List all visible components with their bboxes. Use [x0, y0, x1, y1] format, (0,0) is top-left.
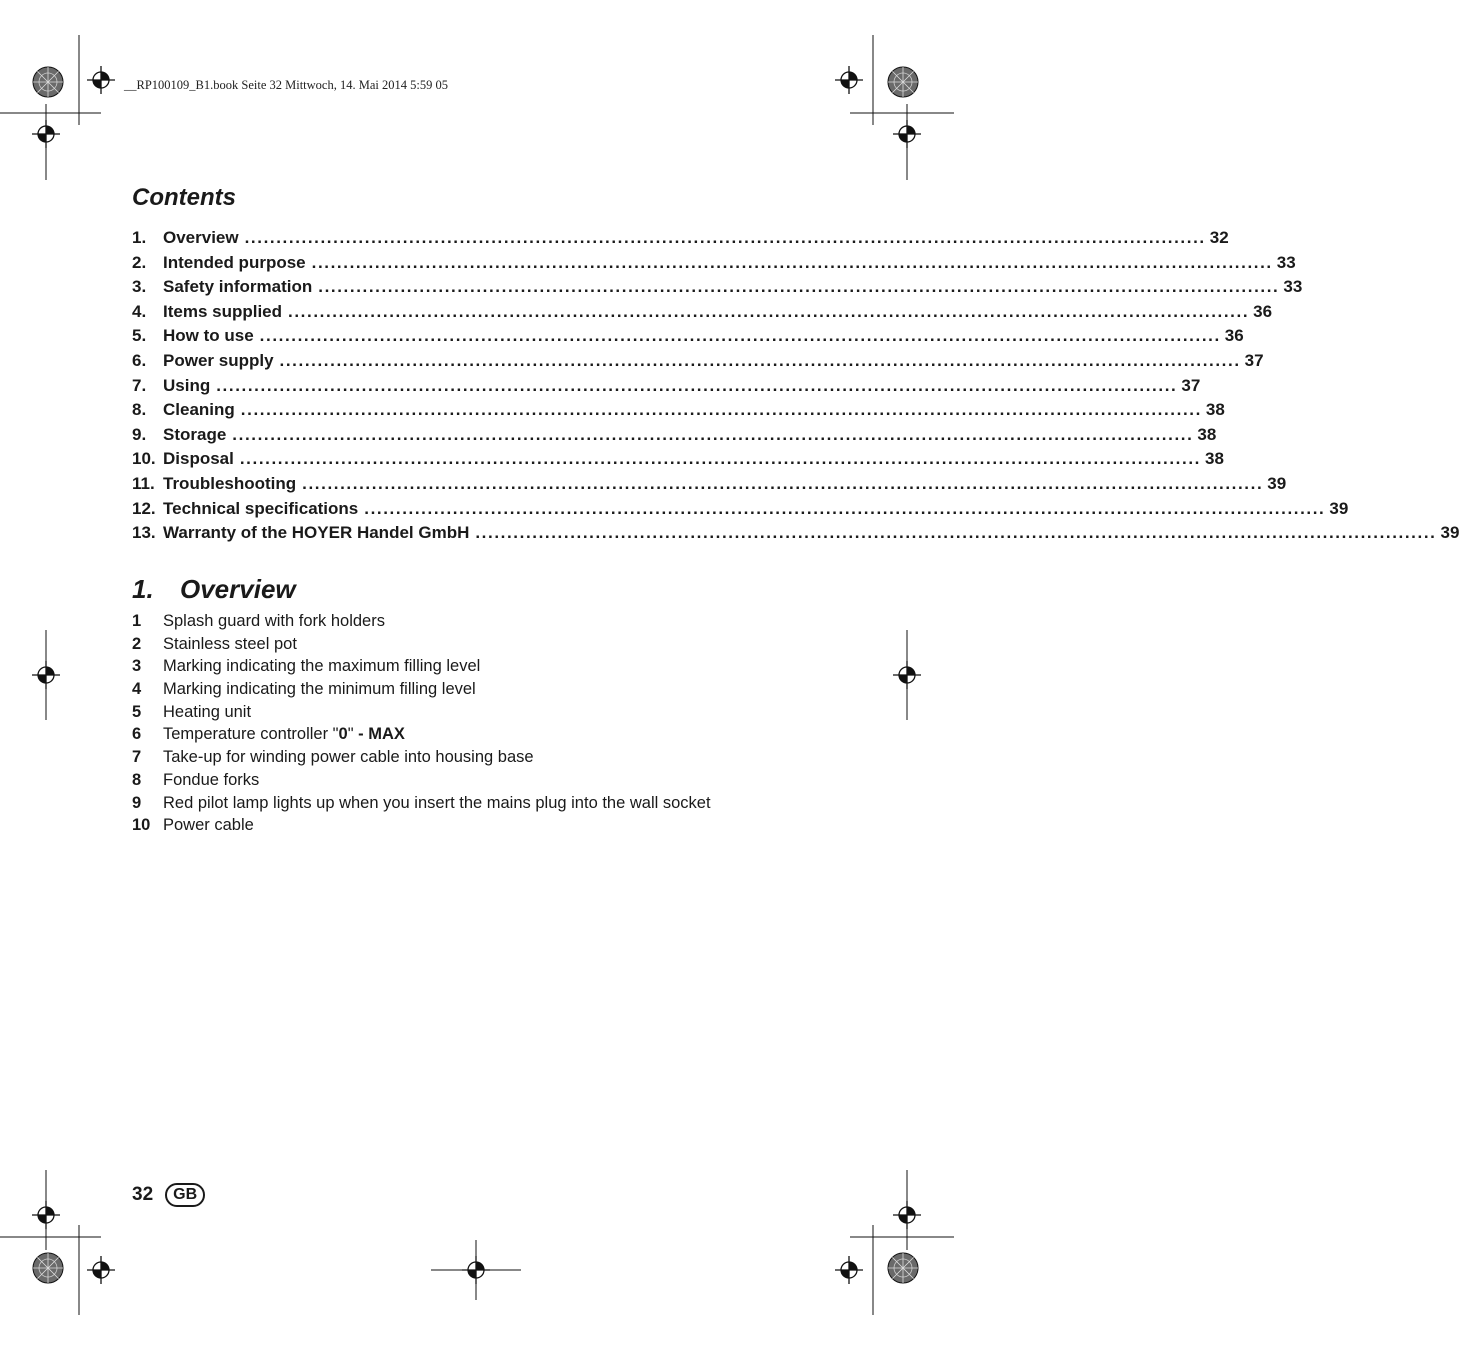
part-number: 5 [132, 702, 142, 721]
toc-entry-safety-information[interactable] [132, 277, 1303, 302]
list-item [132, 725, 832, 748]
toc-entry-page: 37 [1181, 375, 1201, 395]
contents-heading: Contents [132, 184, 236, 211]
toc-entry-title: Intended purpose [163, 252, 306, 272]
toc-entry-troubleshooting[interactable] [132, 473, 1287, 499]
language-badge: GB [165, 1183, 205, 1207]
toc-entry-number: 5. [132, 326, 147, 346]
list-item [132, 612, 832, 635]
part-number: 6 [132, 725, 142, 744]
toc-dot-leader: ........................................................................................................................................................ [244, 228, 1206, 247]
reg-mark-top-right [835, 66, 863, 94]
toc-entry-overview[interactable] [132, 228, 1229, 253]
toc-dot-leader: ........................................................................................................................................................ [232, 424, 1194, 444]
part-description: Splash guard with fork holders [163, 612, 385, 630]
toc-entry-intended-purpose[interactable] [132, 252, 1296, 278]
toc-entry-number: 12. [132, 498, 156, 518]
toc-entry-number: 2. [132, 252, 147, 272]
list-item [132, 771, 832, 794]
toc-entry-page: 38 [1204, 449, 1224, 469]
reg-mark-bottom-right [835, 1256, 863, 1284]
toc-entry-title: Power supply [163, 350, 274, 370]
toc-entry-page: 36 [1253, 301, 1273, 321]
overview-heading-number: 1. [132, 574, 154, 604]
part-description: Fondue forks [163, 770, 260, 789]
part-description [163, 725, 832, 744]
part-text-middle: " [347, 725, 359, 744]
toc-dot-leader: ........................................................................................................................................................ [239, 449, 1201, 469]
part-number: 4 [132, 680, 142, 699]
toc-entry-title: Cleaning [163, 400, 235, 420]
toc-entry-page: 32 [1209, 228, 1229, 247]
part-number: 3 [132, 657, 142, 676]
toc-entry-disposal[interactable] [132, 449, 1224, 474]
toc-entry-title: Safety information [163, 277, 313, 297]
part-number: 10 [132, 816, 151, 835]
toc-entry-page: 39 [1267, 473, 1287, 493]
part-number: 1 [132, 612, 142, 630]
toc-entry-number: 3. [132, 277, 147, 297]
toc-entry-number: 7. [132, 375, 147, 395]
toc-entry-number: 13. [132, 523, 156, 543]
toc-entry-title: Warranty of the HOYER Handel GmbH [163, 523, 470, 543]
toc-entry-how-to-use[interactable] [132, 326, 1244, 351]
toc-entry-number: 10. [132, 449, 156, 469]
toc-entry-page: 39 [1440, 523, 1459, 543]
overview-heading [132, 574, 296, 605]
overview-heading-text: Overview [180, 574, 296, 604]
toc-entry-technical-specifications[interactable] [132, 498, 1349, 524]
part-description: Heating unit [163, 702, 252, 721]
list-item [132, 680, 832, 703]
list-item [132, 703, 832, 726]
list-item [132, 748, 832, 771]
print-header: __RP100109_B1.book Seite 32 Mittwoch, 14. Mai 2014 5:59 05 [124, 78, 448, 92]
toc-dot-leader: ........................................................................................................................................................ [364, 498, 1326, 518]
toc-entry-title: Technical specifications [163, 498, 359, 518]
toc-entry-title: Troubleshooting [163, 473, 297, 493]
star-target-bottom-right [888, 1253, 918, 1283]
toc-entry-page: 33 [1283, 277, 1303, 297]
page-footer [132, 1183, 205, 1207]
toc-dot-leader: ........................................................................................................................................................ [311, 252, 1273, 272]
toc-entry-storage[interactable] [132, 424, 1217, 450]
toc-dot-leader: ........................................................................................................................................................ [318, 277, 1280, 297]
star-target-top-right [888, 67, 918, 97]
reg-mark-bottom-left [87, 1256, 115, 1284]
toc-dot-leader: ........................................................................................................................................................ [288, 301, 1250, 321]
star-target-top-left [33, 67, 63, 97]
toc-dot-leader: ........................................................................................................................................................ [240, 400, 1202, 420]
part-description: Red pilot lamp lights up when you insert the mains plug into the wall socket [163, 793, 711, 812]
part-description: Take-up for winding power cable into housing base [163, 748, 534, 767]
toc-entry-number: 6. [132, 350, 147, 370]
toc-entry-items-supplied[interactable] [132, 301, 1273, 327]
toc-entry-page: 37 [1244, 350, 1264, 370]
list-item [132, 635, 832, 658]
toc-entry-power-supply[interactable] [132, 350, 1264, 376]
toc-dot-leader: ........................................................................................................................................................ [259, 326, 1221, 346]
part-text-before: Temperature controller " [163, 725, 339, 744]
toc-entry-number: 11. [132, 473, 155, 493]
toc-entry-number: 9. [132, 424, 147, 444]
toc-entry-warranty[interactable] [132, 523, 1459, 548]
toc-entry-number: 4. [132, 301, 147, 321]
toc-entry-title: Disposal [163, 449, 234, 469]
star-target-bottom-left [33, 1253, 63, 1283]
page-number: 32 [132, 1184, 154, 1205]
toc-entry-page: 39 [1329, 498, 1349, 518]
toc-dot-leader: ........................................................................................................................................................ [302, 473, 1264, 493]
toc-entry-page: 33 [1276, 252, 1296, 272]
toc-entry-title: How to use [163, 326, 254, 346]
toc-dot-leader: ........................................................................................................................................................ [216, 375, 1178, 395]
part-number: 9 [132, 793, 142, 812]
part-number: 7 [132, 748, 142, 767]
part-description: Marking indicating the maximum filling level [163, 657, 481, 676]
part-description: Marking indicating the minimum filling level [163, 680, 476, 699]
parts-list [132, 612, 832, 839]
toc-entry-title: Items supplied [163, 301, 283, 321]
table-of-contents [132, 228, 1459, 548]
toc-dot-leader: ........................................................................................................................................................ [475, 523, 1437, 543]
part-description: Stainless steel pot [163, 634, 297, 653]
part-bold-value: 0 [338, 725, 348, 744]
list-item [132, 816, 832, 839]
toc-entry-page: 38 [1197, 424, 1217, 444]
reg-mark-top-left [87, 66, 115, 94]
toc-entry-page: 36 [1224, 326, 1244, 346]
toc-entry-title: Using [163, 375, 211, 395]
toc-entry-title: Overview [163, 228, 239, 247]
part-description: Power cable [163, 816, 254, 835]
toc-entry-title: Storage [163, 424, 227, 444]
toc-dot-leader: ........................................................................................................................................................ [279, 350, 1241, 370]
list-item [132, 657, 832, 680]
toc-entry-number: 8. [132, 400, 147, 420]
toc-entry-page: 38 [1205, 400, 1225, 420]
list-item [132, 794, 832, 817]
toc-entry-cleaning[interactable] [132, 400, 1225, 425]
part-bold-suffix: - MAX [358, 725, 405, 744]
toc-entry-number: 1. [132, 228, 147, 247]
part-number: 2 [132, 634, 142, 653]
toc-entry-using[interactable] [132, 375, 1201, 401]
part-number: 8 [132, 770, 142, 789]
